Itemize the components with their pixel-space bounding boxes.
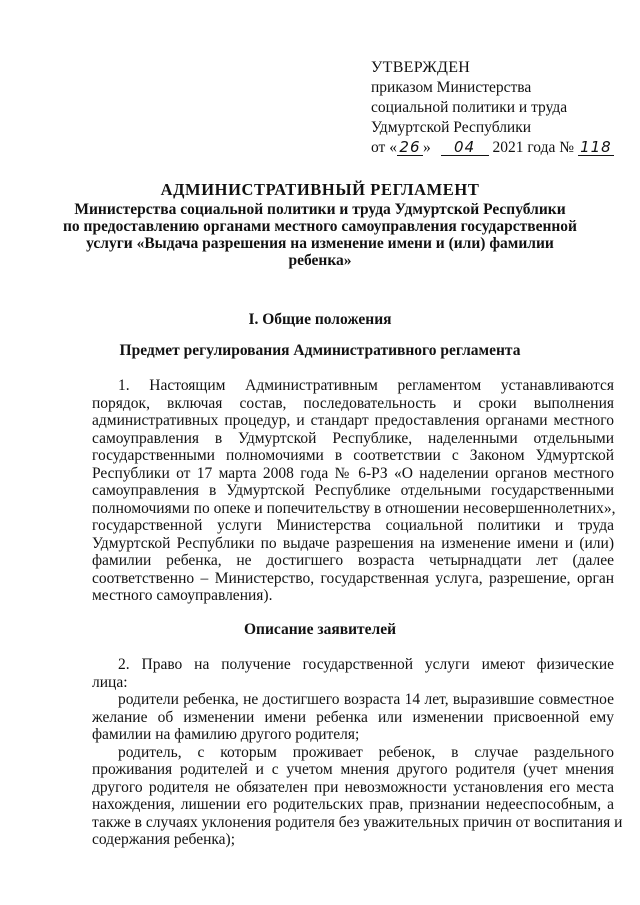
paragraph-line: 2. Право на получение государственной услуги имеют физические <box>118 656 614 673</box>
date-month-handwritten: 04 <box>441 139 489 156</box>
approval-date-line <box>371 138 621 158</box>
document-title: АДМИНИСТРАТИВНЫЙ РЕГЛАМЕНТ <box>160 180 480 199</box>
paragraph-line: соответственно – Министерство, государственная услуга, разрешение, орган <box>92 569 614 587</box>
paragraph-line: желание об изменении имени ребенка или изменении присвоенной ему <box>92 708 614 726</box>
paragraph-line: административных процедур, и стандарт предоставления органами местного <box>92 412 614 429</box>
paragraph-line: нахождения, лишении его родительских прав, признании недееспособным, а <box>92 796 614 813</box>
paragraph-line: проживания родителей и с учетом мнения другого родителя (учет мнения <box>92 761 614 778</box>
paragraph-line: полномочиями по опеке и попечительству в отношении несовершеннолетних», <box>92 499 616 517</box>
subtitle-line: Министерства социальной политики и труда Удмуртской Республики <box>74 201 566 218</box>
paragraph-line: самоуправления в Удмуртской Республике, наделенными отдельными <box>92 429 614 447</box>
paragraph-line: местного самоуправления). <box>92 587 273 604</box>
paragraph-line: фамилии на фамилию другого родителя; <box>92 726 360 743</box>
paragraph-line: государственными полномочиями в соответствии с Законом Удмуртской <box>92 447 614 464</box>
paragraph-line: 1. Настоящим Административным регламентом устанавливаются <box>118 377 614 394</box>
paragraph-line: родители ребенка, не достигшего возраста 14 лет, выразившие совместное <box>118 691 614 708</box>
paragraph-1 <box>92 377 614 605</box>
paragraph-line: другого родителя не обязателен при невозможности установления его места <box>92 778 614 796</box>
paragraph-line: лица: <box>92 673 128 691</box>
paragraph-line: также в случаях уклонения родителя без уважительных причин от воспитания и <box>92 813 623 831</box>
subtitle-line: по предоставлению органами местного самоуправления государственной <box>62 218 577 235</box>
paragraph-line: родитель, с которым проживает ребенок, в случае раздельного <box>118 743 614 761</box>
paragraph-line: фамилии ребенка, не достигшего возраста четырнадцати лет (далее <box>92 552 614 569</box>
order-number-handwritten: 118 <box>578 139 614 156</box>
approval-title: УТВЕРЖДЕН <box>371 59 471 76</box>
section-title: I. Общие положения <box>248 311 392 328</box>
document-subtitle <box>60 201 580 269</box>
paragraph-2 <box>92 656 623 849</box>
date-prefix: от « <box>371 139 397 156</box>
paragraph-line: самоуправления в Удмуртской Республике отдельными государственными <box>92 482 614 499</box>
paragraph-line: порядок, включая состав, последовательность и сроки выполнения <box>92 394 614 412</box>
approval-line-3: Удмуртской Республики <box>371 119 532 136</box>
date-day-handwritten: 26 <box>397 139 423 156</box>
subsection-title-subject: Предмет регулирования Административного регламента <box>119 342 521 359</box>
date-mid: » <box>422 139 431 156</box>
subsection-title-applicants: Описание заявителей <box>243 621 397 638</box>
date-suffix: 2021 года № <box>492 139 575 156</box>
subtitle-line: ребенка» <box>288 252 352 269</box>
approval-line-2: социальной политики и труда <box>371 99 568 116</box>
subtitle-line: услуги «Выдача разрешения на изменение имени и (или) фамилии <box>86 235 554 252</box>
paragraph-line: Удмуртской Республики по выдаче разрешения на изменение имени и (или) <box>92 534 614 552</box>
approval-stamp <box>371 58 621 158</box>
approval-line-1: приказом Министерства <box>371 79 532 96</box>
paragraph-line: государственной услуги Министерства социальной политики и труда <box>92 517 614 534</box>
paragraph-line: Республики от 17 марта 2008 года № 6-РЗ «О наделении органов местного <box>92 464 614 482</box>
paragraph-line: содержания ребенка); <box>92 831 236 848</box>
